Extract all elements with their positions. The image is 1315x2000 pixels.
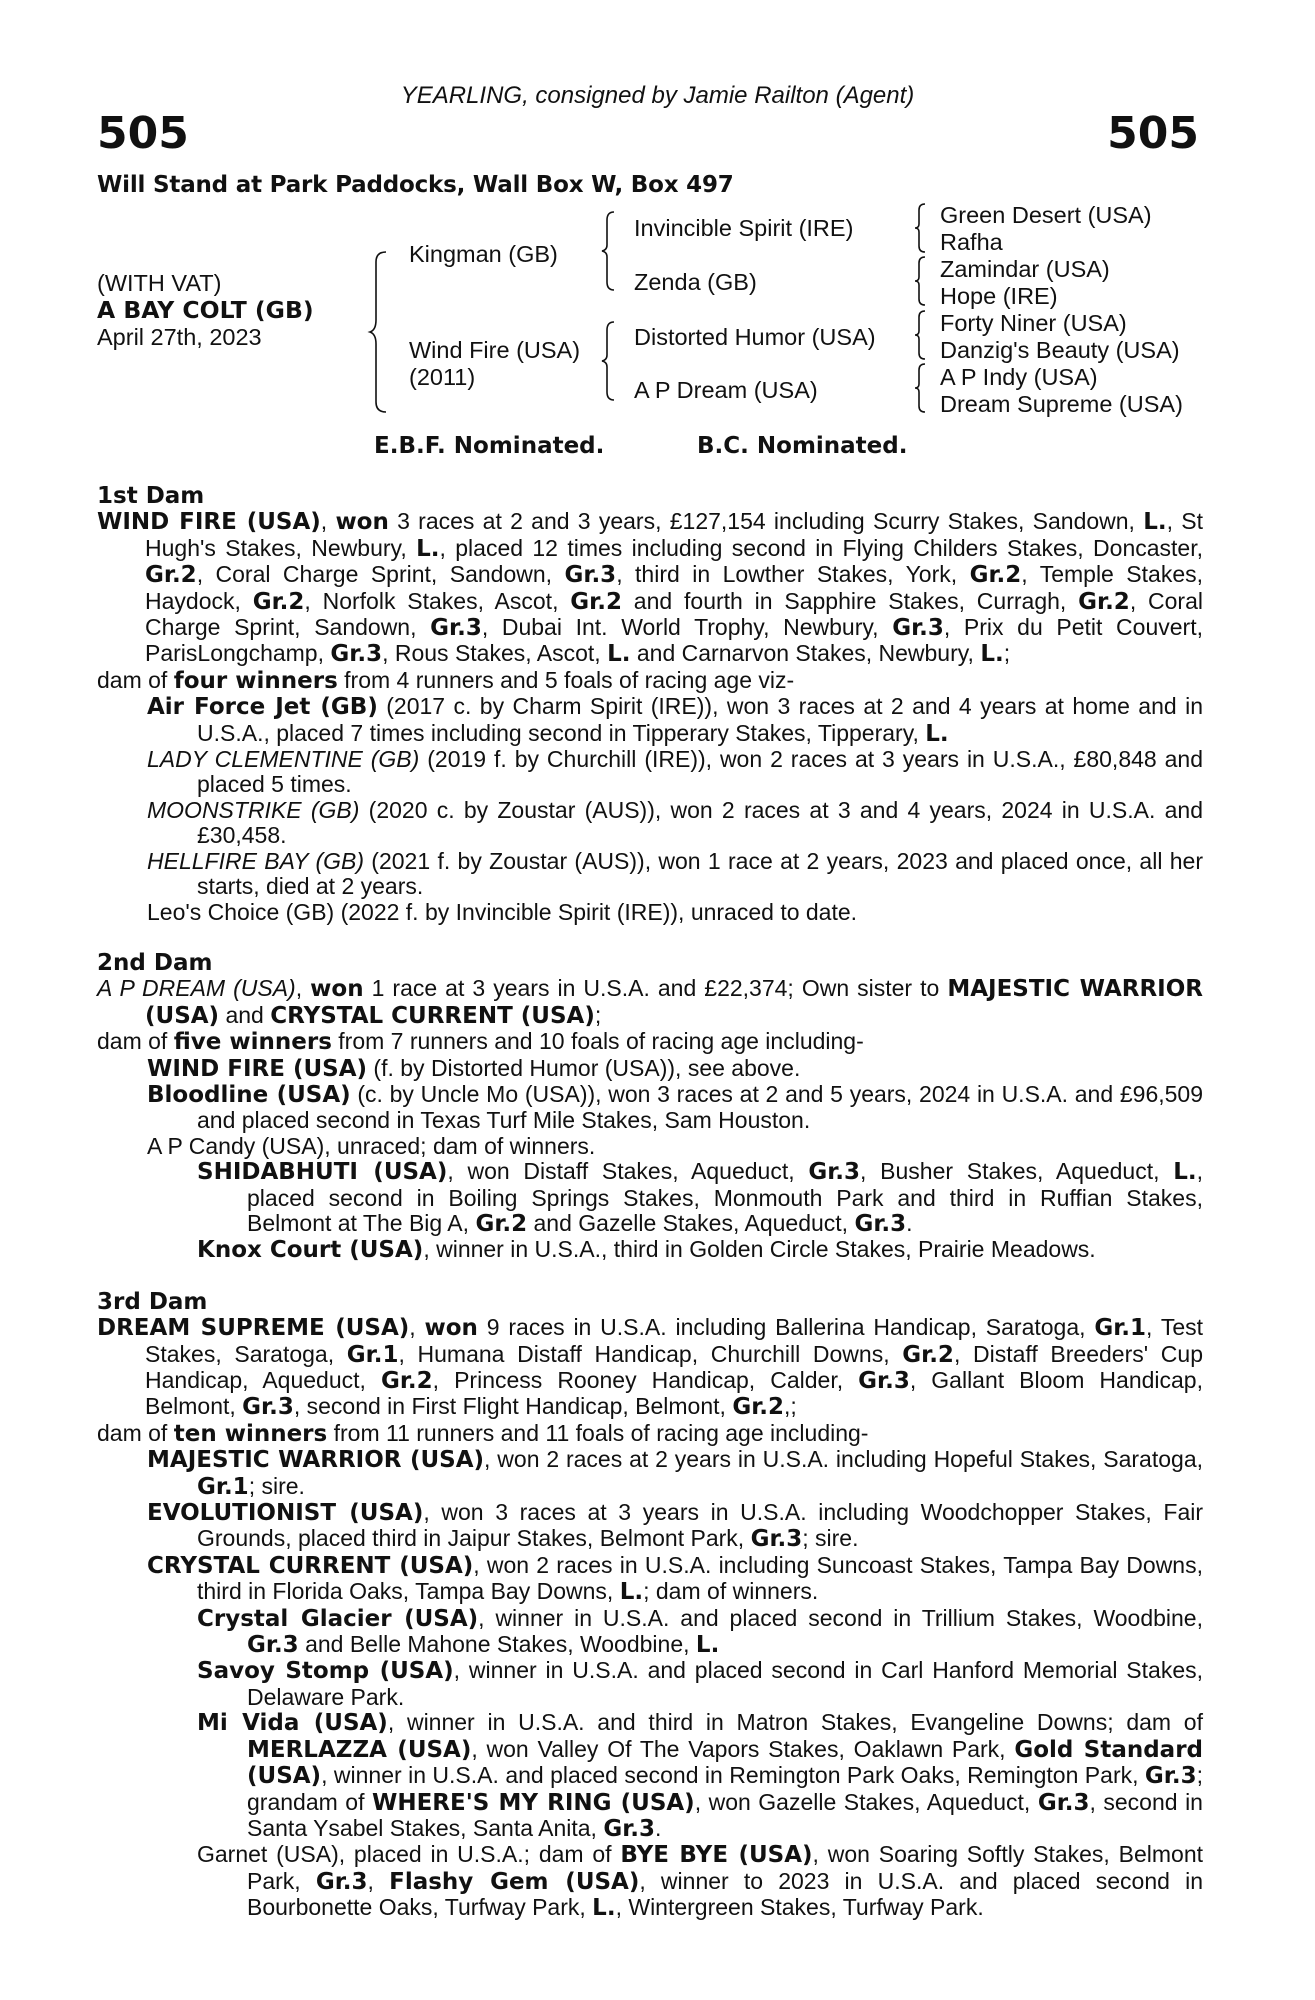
produce-entry: Knox Court (USA), winner in U.S.A., third in Golden Circle Stakes, Prairie Meadows. bbox=[197, 1236, 1096, 1264]
pedigree-sire-sire: Invincible Spirit (IRE) bbox=[634, 215, 854, 241]
section-1st-dam: 1st Dam bbox=[97, 483, 205, 509]
vat-note: (WITH VAT) bbox=[97, 270, 222, 296]
produce-entry: Air Force Jet (GB) (2017 c. by Charm Spirit (IRE)), won 3 races at 2 and 4 years at home and in U.S.A., placed 7 times including second in Tipperary Stakes, Tipperary, L. bbox=[147, 693, 1203, 747]
produce-entry: MOONSTRIKE (GB) (2020 c. by Zoustar (AUS)), won 2 races at 3 and 4 years, 2024 in U.S.A. and £30,458. bbox=[147, 796, 1203, 849]
date-of-birth: April 27th, 2023 bbox=[97, 324, 262, 350]
pedigree-dam-sire: Distorted Humor (USA) bbox=[634, 324, 876, 350]
dam1-produce-summary: dam of four winners from 4 runners and 5 foals of racing age viz- bbox=[97, 666, 795, 694]
pedigree-ddd: Dream Supreme (USA) bbox=[940, 391, 1183, 417]
ebf-nominated: E.B.F. Nominated. bbox=[374, 433, 605, 459]
pedigree-sds: Zamindar (USA) bbox=[940, 256, 1110, 282]
produce-entry: Leo's Choice (GB) (2022 f. by Invincible Spirit (IRE)), unraced to date. bbox=[147, 898, 858, 925]
pedigree-sdd: Hope (IRE) bbox=[940, 283, 1058, 309]
produce-entry: Savoy Stomp (USA), winner in U.S.A. and placed second in Carl Hanford Memorial Stakes, Delaware Park. bbox=[197, 1657, 1203, 1710]
pedigree-dsd: Danzig's Beauty (USA) bbox=[940, 337, 1180, 363]
stand-location: Will Stand at Park Paddocks, Wall Box W, Box 497 bbox=[97, 172, 734, 198]
consignor-line: YEARLING, consigned by Jamie Railton (Agent) bbox=[400, 82, 915, 109]
pedigree-bracket-ss bbox=[915, 204, 929, 252]
bc-nominated: B.C. Nominated. bbox=[697, 433, 908, 459]
dam1-record: WIND FIRE (USA), won 3 races at 2 and 3 years, £127,154 including Scurry Stakes, Sandown, L., St Hugh's Stakes, Newbury, L., placed 12 times including second in Flying Childers Stakes, Doncaster, Gr.2, Coral Charge Sprint, Sandown, Gr.3, third in Lowther Stakes, York, Gr.2, Temple Stakes, Haydock, Gr.2, Norfolk Stakes, Ascot, Gr.2 and fourth in Sapphire Stakes, Curragh, Gr.2, Coral Charge Sprint, Sandown, Gr.3, Dubai Int. World Trophy, Newbury, Gr.3, Prix du Petit Couvert, ParisLongchamp, Gr.3, Rous Stakes, Ascot, L. and Carnarvon Stakes, Newbury, L.; bbox=[97, 508, 1203, 668]
produce-entry: Bloodline (USA) (c. by Uncle Mo (USA)), won 3 races at 2 and 5 years, 2024 in U.S.A. and £96,509 and placed second in Texas Turf Mile Stakes, Sam Houston. bbox=[147, 1080, 1203, 1134]
pedigree-bracket-dam bbox=[602, 322, 618, 400]
pedigree-bracket-dd bbox=[915, 364, 929, 412]
produce-entry: HELLFIRE BAY (GB) (2021 f. by Zoustar (AUS)), won 1 race at 2 years, 2023 and placed once, all her starts, died at 2 years. bbox=[147, 847, 1203, 900]
dam2-record: A P DREAM (USA), won 1 race at 3 years in U.S.A. and £22,374; Own sister to MAJESTIC WARRIOR (USA) and CRYSTAL CURRENT (USA); bbox=[97, 975, 1203, 1029]
horse-name: A BAY COLT (GB) bbox=[97, 296, 314, 324]
produce-entry: Garnet (USA), placed in U.S.A.; dam of BYE BYE (USA), won Soaring Softly Stakes, Belmont Park, Gr.3, Flashy Gem (USA), winner to 2023 in U.S.A. and placed second in Bourbonette Oaks, Turfway Park, L., Wintergreen Stakes, Turfway Park. bbox=[197, 1841, 1203, 1922]
produce-entry: MAJESTIC WARRIOR (USA), won 2 races at 2 years in U.S.A. including Hopeful Stakes, Saratoga, Gr.1; sire. bbox=[147, 1446, 1204, 1500]
pedigree-bracket-ds bbox=[915, 311, 929, 359]
pedigree-sire-dam: Zenda (GB) bbox=[634, 269, 757, 295]
produce-entry: LADY CLEMENTINE (GB) (2019 f. by Churchill (IRE)), won 2 races at 3 years in U.S.A., £80,848 and placed 5 times. bbox=[147, 746, 1203, 798]
lot-number-right: 505 bbox=[1107, 108, 1199, 159]
catalogue-body bbox=[97, 484, 1203, 1922]
section-3rd-dam: 3rd Dam bbox=[97, 1288, 208, 1315]
pedigree-dam-year: (2011) bbox=[409, 364, 476, 390]
pedigree-ssd: Rafha bbox=[940, 229, 1003, 255]
produce-entry: A P Candy (USA), unraced; dam of winners. bbox=[147, 1132, 596, 1159]
dam3-produce-summary: dam of ten winners from 11 runners and 11 foals of racing age including- bbox=[97, 1419, 869, 1447]
produce-entry: WIND FIRE (USA) (f. by Distorted Humor (USA)), see above. bbox=[147, 1054, 801, 1082]
produce-entry: EVOLUTIONIST (USA), won 3 races at 3 years in U.S.A. including Woodchopper Stakes, Fair Grounds, placed third in Jaipur Stakes, Belmont Park, Gr.3; sire. bbox=[147, 1499, 1204, 1553]
lot-number-left: 505 bbox=[97, 108, 189, 159]
produce-entry: SHIDABHUTI (USA), won Distaff Stakes, Aqueduct, Gr.3, Busher Stakes, Aqueduct, L., placed second in Boiling Springs Stakes, Monmouth Park and third in Ruffian Stakes, Belmont at The Big A, Gr.2 and Gazelle Stakes, Aqueduct, Gr.3. bbox=[197, 1158, 1203, 1237]
pedigree-sire: Kingman (GB) bbox=[409, 241, 558, 267]
produce-entry: Crystal Glacier (USA), winner in U.S.A. and placed second in Trillium Stakes, Woodbine, Gr.3 and Belle Mahone Stakes, Woodbine, L. bbox=[197, 1604, 1203, 1659]
pedigree-dss: Forty Niner (USA) bbox=[940, 310, 1127, 336]
pedigree-dds: A P Indy (USA) bbox=[940, 364, 1098, 390]
pedigree-sss: Green Desert (USA) bbox=[940, 202, 1152, 228]
dam3-record: DREAM SUPREME (USA), won 9 races in U.S.A. including Ballerina Handicap, Saratoga, Gr.1, Test Stakes, Saratoga, Gr.1, Humana Distaff Handicap, Churchill Downs, Gr.2, Distaff Breeders' Cup Handicap, Aqueduct, Gr.2, Princess Rooney Handicap, Calder, Gr.3, Gallant Bloom Handicap, Belmont, Gr.3, second in First Flight Handicap, Belmont, Gr.2,; bbox=[97, 1314, 1204, 1421]
pedigree-dam: Wind Fire (USA) bbox=[409, 337, 581, 363]
section-2nd-dam: 2nd Dam bbox=[97, 949, 213, 976]
pedigree-bracket-sd bbox=[915, 257, 929, 305]
produce-entry: CRYSTAL CURRENT (USA), won 2 races in U.S.A. including Suncoast Stakes, Tampa Bay Downs, third in Florida Oaks, Tampa Bay Downs, L.; dam of winners. bbox=[147, 1551, 1203, 1606]
produce-entry: Mi Vida (USA), winner in U.S.A. and third in Matron Stakes, Evangeline Downs; dam of MERLAZZA (USA), won Valley Of The Vapors Stakes, Oaklawn Park, Gold Standard (USA), winner in U.S.A. and placed second in Remington Park Oaks, Remington Park, Gr.3; grandam of WHERE'S MY RING (USA), won Gazelle Stakes, Aqueduct, Gr.3, second in Santa Ysabel Stakes, Santa Anita, Gr.3. bbox=[197, 1709, 1203, 1842]
dam2-produce-summary: dam of five winners from 7 runners and 10 foals of racing age including- bbox=[97, 1028, 864, 1056]
pedigree-bracket-main bbox=[370, 252, 390, 412]
pedigree-bracket-sire bbox=[602, 212, 618, 290]
pedigree-dam-dam: A P Dream (USA) bbox=[634, 377, 818, 403]
